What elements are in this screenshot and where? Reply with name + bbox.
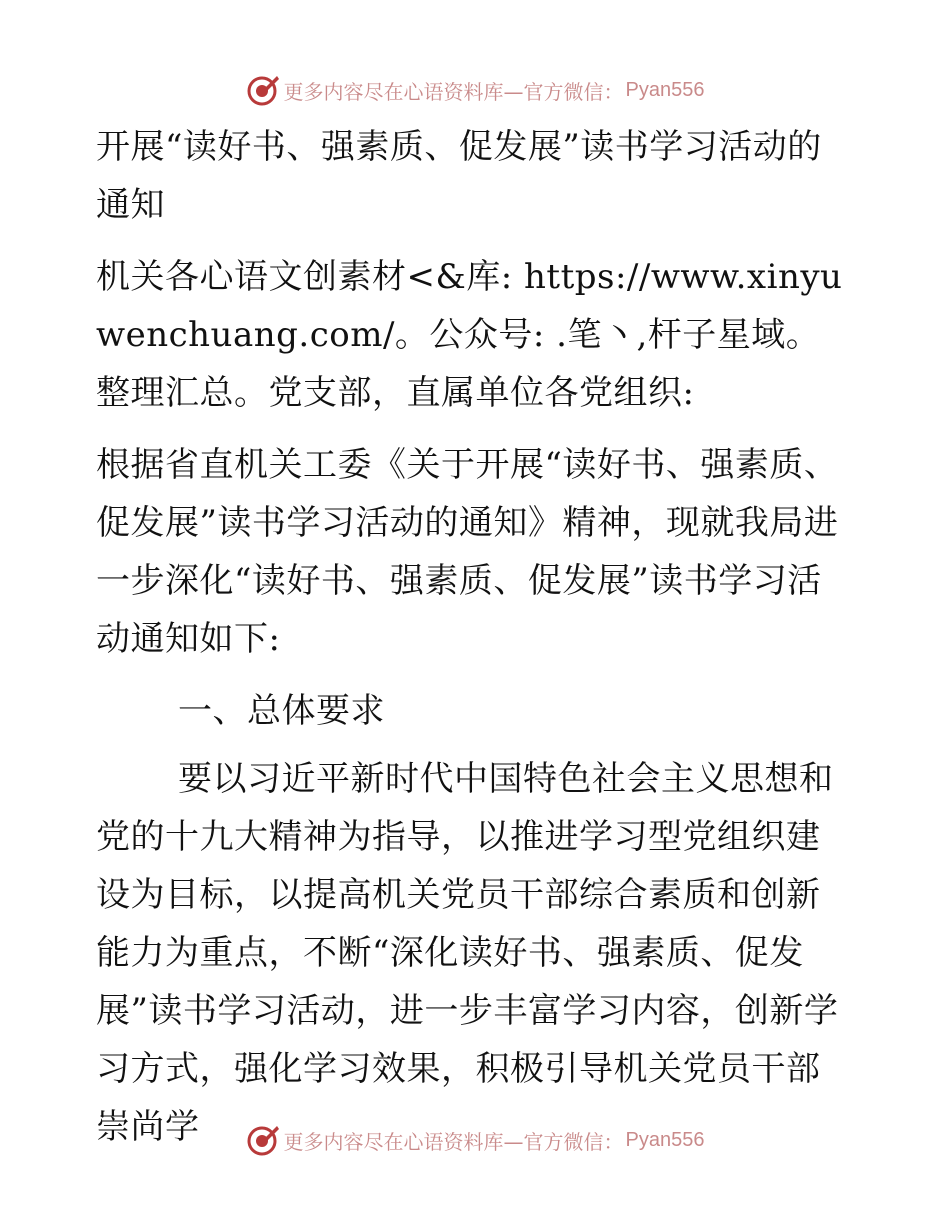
watermark-text: 更多内容尽在心语资料库—官方微信：	[283, 1129, 624, 1154]
watermark-wechat-id: Pyan556	[625, 78, 705, 101]
section-heading-general-requirements: 一、总体要求	[178, 691, 385, 731]
addressee-paragraph: 机关各心语文创素材<&库: https://www.xinyuwenchuang.com/。公众号: .笔丶,杆子星域。整理汇总。党支部，直属单位各党组织:	[96, 257, 843, 413]
watermark-wechat-id: Pyan556	[625, 1128, 705, 1151]
pen-logo-icon	[246, 73, 280, 107]
section-body-paragraph: 要以习近平新时代中国特色社会主义思想和党的十九大精神为指导，以推进学习型党组织建设为目标，以提高机关党员干部综合素质和创新能力为重点，不断“深化读好书、强素质、促发展”读书学习活动，进一步丰富学习内容，创新学习方式，强化学习效果，积极引导机关党员干部崇尚学	[96, 759, 839, 1147]
intro-paragraph: 根据省直机关工委《关于开展“读好书、强素质、促发展”读书学习活动的通知》精神，现就我局进一步深化“读好书、强素质、促发展”读书学习活动通知如下:	[96, 445, 839, 659]
watermark-text: 更多内容尽在心语资料库—官方微信：	[283, 79, 624, 104]
pen-logo-icon	[246, 1123, 280, 1157]
document-title: 开展“读好书、强素质、促发展”读书学习活动的通知	[96, 127, 822, 225]
document-body	[96, 118, 848, 1156]
footer-watermark	[0, 1120, 950, 1160]
header-watermark	[0, 70, 950, 110]
